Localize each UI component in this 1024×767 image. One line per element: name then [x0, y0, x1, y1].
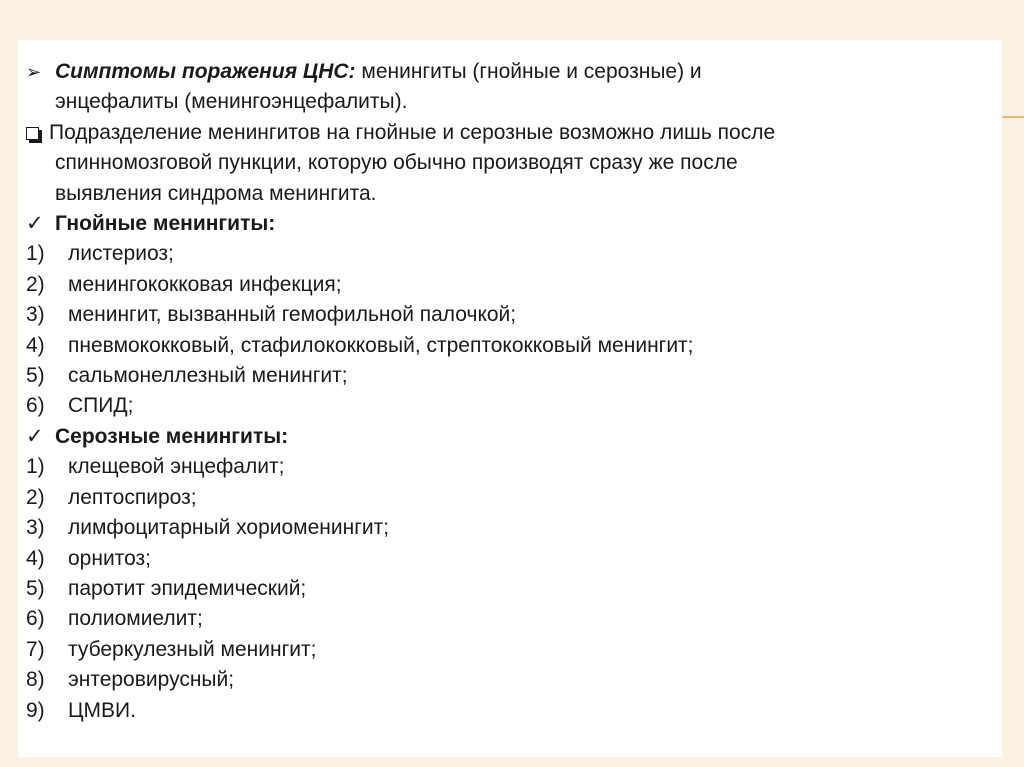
list-item-text: менингококковая инфекция;	[68, 272, 342, 296]
list-item-number: 5)	[26, 576, 45, 600]
list-item	[26, 513, 982, 543]
list-item-text: энтеровирусный;	[68, 668, 235, 692]
serous-heading	[26, 422, 982, 452]
list-item-number: 6)	[26, 607, 45, 631]
list-item-number: 5)	[26, 364, 45, 388]
list-item	[26, 544, 982, 574]
list-item	[26, 574, 982, 604]
list-item	[26, 604, 982, 634]
list-item	[26, 300, 982, 330]
list-item-text: ЦМВИ.	[68, 698, 136, 722]
list-item-text: СПИД;	[68, 394, 134, 418]
list-item-number: 2)	[26, 485, 45, 509]
list-item	[26, 483, 982, 513]
serous-heading-text: Серозные менингиты:	[55, 424, 289, 448]
purulent-heading-text: Гнойные менингиты:	[55, 212, 276, 236]
symptoms-line	[26, 57, 982, 87]
division-text-1: Подразделение менингитов на гнойные и серозные возможно лишь после	[49, 120, 776, 144]
symptoms-text-1: менингиты (гнойные и серозные) и	[361, 60, 702, 83]
list-item-number: 6)	[26, 394, 45, 418]
list-item-text: листериоз;	[68, 242, 174, 266]
checkbox-bullet-icon	[26, 127, 39, 140]
division-text-2: спинномозговой пункции, которую обычно производят сразу же после	[55, 151, 738, 175]
slide	[18, 40, 1002, 757]
list-item-number: 1)	[26, 242, 45, 266]
list-item-number: 3)	[26, 303, 45, 327]
list-item-text: полиомиелит;	[68, 607, 203, 631]
serous-list	[26, 452, 982, 726]
list-item	[26, 331, 982, 361]
list-item	[26, 361, 982, 391]
list-item-number: 3)	[26, 516, 45, 540]
list-item	[26, 391, 982, 421]
checkmark-icon: ✓	[26, 424, 44, 448]
accent-line	[1002, 116, 1024, 118]
list-item	[26, 452, 982, 482]
list-item-text: туберкулезный менингит;	[68, 637, 317, 661]
arrow-bullet-icon: ➢	[26, 62, 42, 82]
division-line-3	[26, 179, 982, 209]
slide-content	[26, 57, 982, 726]
symptoms-label: Симптомы поражения ЦНС:	[55, 60, 356, 83]
purulent-heading	[26, 209, 982, 239]
list-item-text: клещевой энцефалит;	[68, 455, 285, 479]
list-item-text: лептоспироз;	[68, 485, 197, 509]
list-item-text: сальмонеллезный менингит;	[68, 364, 348, 388]
list-item-number: 8)	[26, 668, 45, 692]
division-line-2	[26, 148, 982, 178]
list-item	[26, 239, 982, 269]
list-item-number: 2)	[26, 272, 45, 296]
checkmark-icon: ✓	[26, 212, 44, 236]
list-item	[26, 270, 982, 300]
division-text-3: выявления синдрома менингита.	[55, 181, 377, 205]
list-item-number: 4)	[26, 546, 45, 570]
list-item	[26, 635, 982, 665]
list-item-text: лимфоцитарный хориоменингит;	[68, 516, 390, 540]
symptoms-line-2	[26, 87, 982, 117]
division-line	[26, 118, 982, 148]
list-item-number: 4)	[26, 333, 45, 357]
list-item-text: менингит, вызванный гемофильной палочкой;	[68, 303, 517, 327]
purulent-list	[26, 239, 982, 421]
list-item-text: паротит эпидемический;	[68, 576, 307, 600]
list-item-text: пневмококковый, стафилококковый, стрептококковый менингит;	[68, 333, 694, 357]
list-item	[26, 665, 982, 695]
list-item-number: 1)	[26, 455, 45, 479]
list-item-number: 9)	[26, 698, 45, 722]
list-item	[26, 696, 982, 726]
list-item-text: орнитоз;	[68, 546, 151, 570]
list-item-number: 7)	[26, 637, 45, 661]
symptoms-text-2: энцефалиты (менингоэнцефалиты).	[55, 90, 408, 114]
